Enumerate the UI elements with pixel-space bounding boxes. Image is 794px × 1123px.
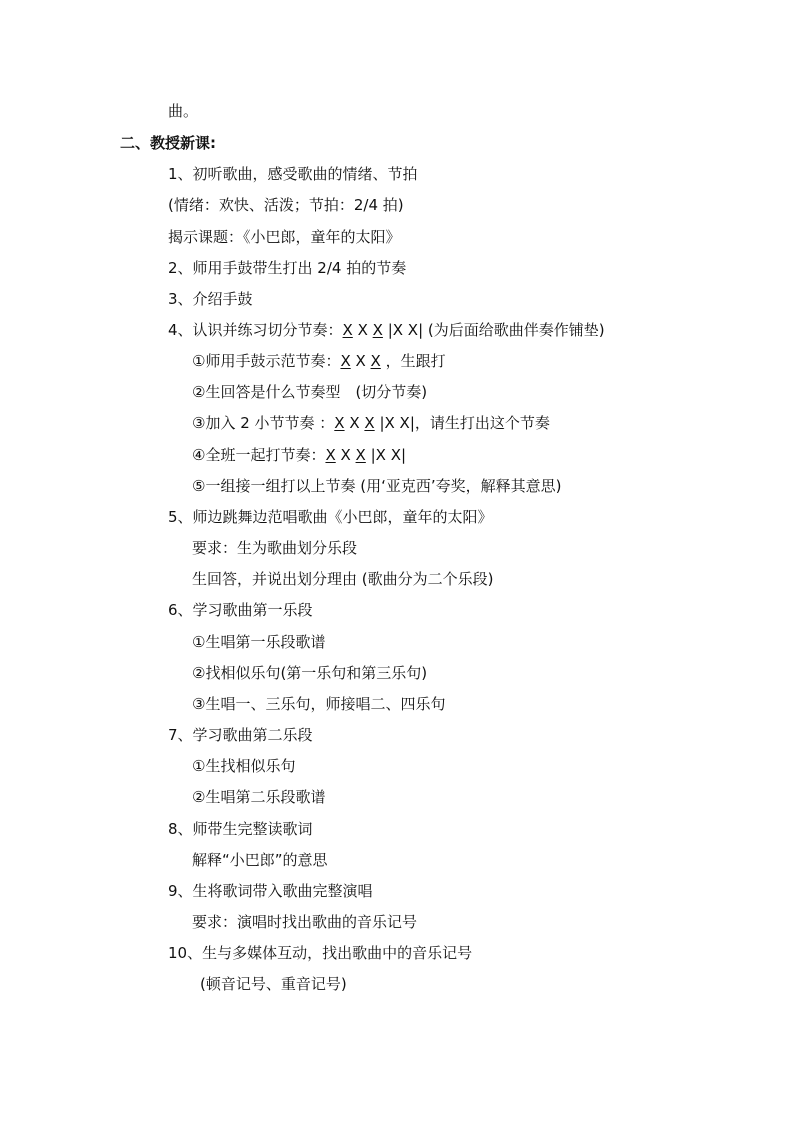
sub-1-suffix: ，生跟打 [380, 352, 446, 370]
step-1-emotion: (情绪：欢快、活泼；节拍：2/4 拍) [168, 196, 404, 214]
step-5-title: 5、师边跳舞边范唱歌曲《小巴郎，童年的太阳》 [168, 508, 493, 526]
rhythm-note: X [334, 414, 345, 432]
rhythm-note: X [325, 446, 336, 464]
step-6-sub-3: ③生唱一、三乐句，师接唱二、四乐句 [192, 695, 446, 713]
step-10-marks: (顿音记号、重音记号) [200, 975, 347, 993]
step-6-sub-1: ①生唱第一乐段歌谱 [192, 633, 326, 651]
rhythm-note: X [364, 414, 375, 432]
step-9-requirement: 要求：演唱时找出歌曲的音乐记号 [192, 913, 418, 931]
rhythm-note: X [370, 352, 381, 370]
rhythm-note: X [342, 321, 353, 339]
step-9-title: 9、生将歌词带入歌曲完整演唱 [168, 882, 373, 900]
sub-3-suffix: |X X|，请生打出这个节奏 [374, 414, 550, 432]
step-7-sub-2: ②生唱第二乐段歌谱 [192, 788, 326, 806]
step-7-sub-1: ①生找相似乐句 [192, 757, 296, 775]
step-8-title: 8、师带生完整读歌词 [168, 820, 313, 838]
step-10-title: 10、生与多媒体互动，找出歌曲中的音乐记号 [168, 944, 473, 962]
step-4-sub-3 [192, 413, 550, 433]
rhythm-note: X [372, 321, 383, 339]
step-4-prefix: 4、认识并练习切分节奏： [168, 321, 343, 339]
step-1-title: 1、初听歌曲，感受歌曲的情绪、节拍 [168, 165, 418, 183]
rhythm-note: X [344, 414, 365, 432]
step-8-explain: 解释“小巴郎”的意思 [192, 851, 328, 869]
step-6-title: 6、学习歌曲第一乐段 [168, 601, 313, 619]
step-4-sub-5: ⑤一组接一组打以上节奏 (用‘亚克西’夸奖，解释其意思) [192, 477, 562, 495]
step-4-sub-1 [192, 351, 446, 371]
rhythm-note: X [340, 352, 351, 370]
step-7-title: 7、学习歌曲第二乐段 [168, 726, 313, 744]
rhythm-measure: |X X| [382, 321, 428, 339]
rhythm-note: X [355, 446, 366, 464]
step-5-requirement: 要求：生为歌曲划分乐段 [192, 539, 358, 557]
step-6-sub-2: ②找相似乐句(第一乐句和第三乐句) [192, 664, 428, 682]
rhythm-note: X [335, 446, 356, 464]
step-4-sub-2: ②生回答是什么节奏型 (切分节奏) [192, 383, 428, 401]
sub-3-prefix: ③加入 2 小节节奏 ： [192, 414, 335, 432]
section-heading: 二、教授新课: [120, 134, 216, 152]
step-1-topic: 揭示课题：《小巴郎，童年的太阳》 [168, 228, 401, 246]
step-4-suffix: (为后面给歌曲伴奏作铺垫) [427, 321, 605, 339]
rhythm-note: X [350, 352, 371, 370]
continuation-text: 曲。 [168, 102, 199, 120]
sub-4-prefix: ④全班一起打节奏： [192, 446, 326, 464]
step-3-title: 3、介绍手鼓 [168, 290, 253, 308]
step-4-sub-4 [192, 445, 406, 465]
step-4-title [168, 320, 605, 340]
sub-4-suffix: |X X| [365, 446, 407, 464]
sub-1-prefix: ①师用手鼓示范节奏： [192, 352, 341, 370]
rhythm-note: X [352, 321, 373, 339]
step-5-answer: 生回答，并说出划分理由 (歌曲分为二个乐段) [192, 570, 494, 588]
step-2-title: 2、师用手鼓带生打出 2/4 拍的节奏 [168, 259, 407, 277]
